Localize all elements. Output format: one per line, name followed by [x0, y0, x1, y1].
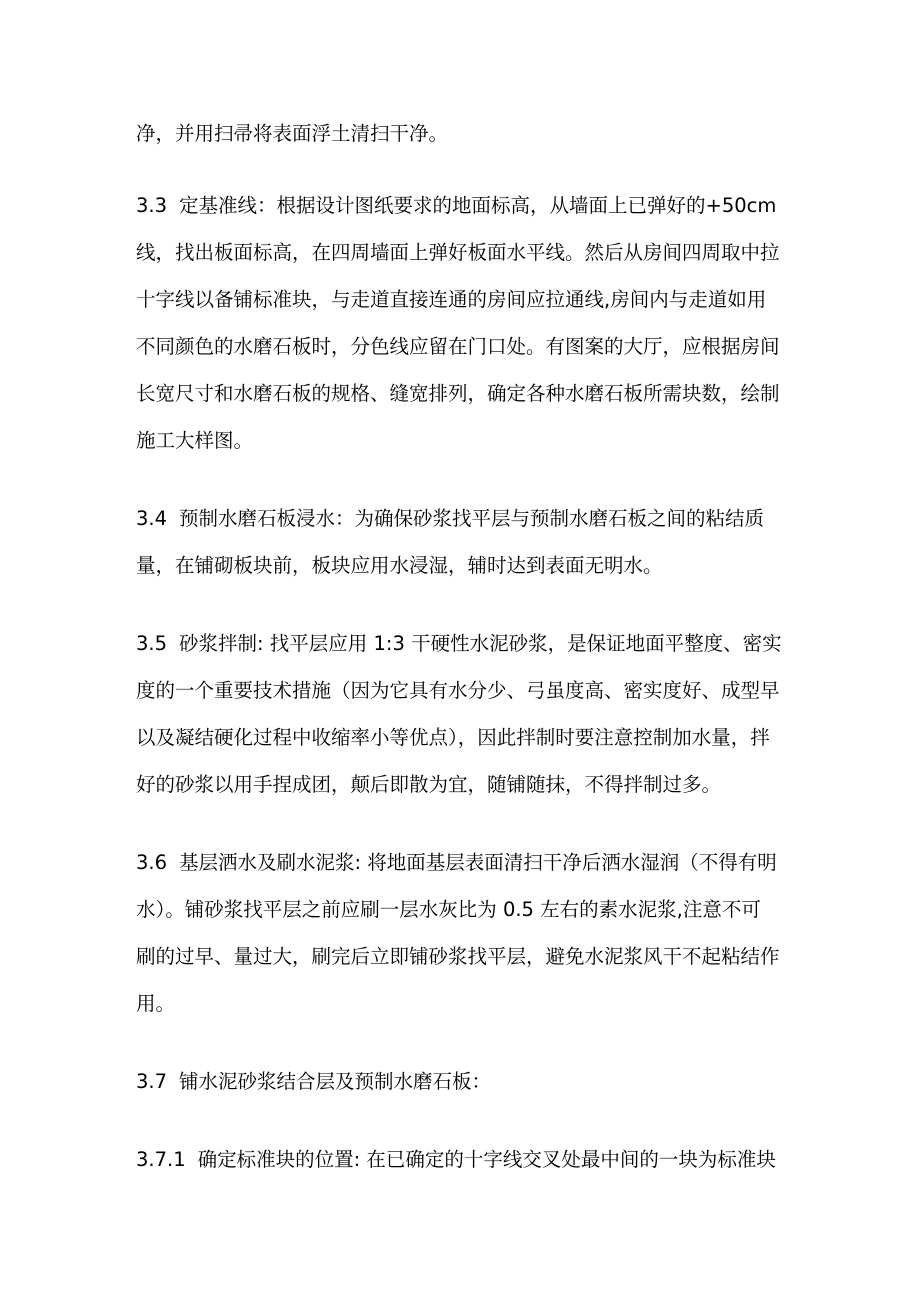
paragraph-line: 净，并用扫帚将表面浮土清扫干净。: [136, 122, 449, 145]
paragraph-line: 度的一个重要技术措施（因为它具有水分少、弓虽度高、密实度好、成型早: [136, 679, 780, 702]
paragraph-line: 量，在铺砌板块前，板块应用水浸湿，辅时达到表面无明水。: [136, 554, 663, 577]
section-number: 3.7: [136, 1070, 168, 1093]
section-number: 3.3: [136, 194, 168, 217]
section-number: 3.5: [136, 632, 168, 655]
paragraph-text: 铺水泥砂浆结合层及预制水磨石板：: [179, 1070, 492, 1093]
paragraph-line: 十字线以备铺标准块，与走道直接连通的房间应拉通线,房间内与走道如用: [136, 288, 767, 311]
paragraph-line: 不同颜色的水磨石板时，分色线应留在门口处。有图案的大厅，应根据房间: [136, 335, 780, 358]
paragraph-text: 预制水磨石板浸水：为确保砂浆找平层与预制水磨石板之间的粘结质: [179, 507, 765, 530]
paragraph-line: 刷的过早、量过大，刷完后立即铺砂浆找平层，避免水泥浆风干不起粘结作: [136, 945, 780, 968]
section-number: 3.4: [136, 507, 168, 530]
section-number: 3.6: [136, 851, 168, 874]
paragraph-line: 水）。铺砂浆找平层之前应刷一层水灰比为 0.5 左右的素水泥浆,注意不可: [136, 898, 761, 921]
paragraph-text: 定基准线：根据设计图纸要求的地面标高，从墙面上已弹好的+50cm: [179, 194, 777, 217]
paragraph-line: 以及凝结硬化过程中收缩率小等优点），因此拌制时要注意控制加水量，拌: [136, 726, 770, 749]
section-3-7-1-first-line: [136, 1146, 796, 1174]
paragraph-line: 长宽尺寸和水磨石板的规格、缝宽排列，确定各种水磨石板所需块数，绘制: [136, 382, 780, 405]
section-number: 3.7.1: [136, 1148, 186, 1171]
section-3-4-first-line: [136, 505, 796, 533]
paragraph-line: 好的砂浆以用手捏成团，颠后即散为宜，随铺随抹，不得拌制过多。: [136, 773, 722, 796]
section-3-6-first-line: [136, 849, 796, 877]
section-3-7-heading: [136, 1068, 796, 1096]
paragraph-text: 基层洒水及刷水泥浆: 将地面基层表面清扫干净后洒水湿润（不得有明: [179, 851, 777, 874]
paragraph-line: 线，找出板面标高，在四周墙面上弹好板面水平线。然后从房间四周取中拉: [136, 241, 780, 264]
paragraph-line: 用。: [136, 992, 176, 1015]
section-3-5-first-line: [136, 630, 796, 658]
paragraph-text: 确定标准块的位置: 在已确定的十字线交叉处最中间的一块为标准块: [197, 1148, 776, 1171]
paragraph-line: 施工大样图。: [136, 429, 254, 452]
paragraph-text: 砂浆拌制: 找平层应用 1:3 干硬性水泥砂浆，是保证地面平整度、密实: [179, 632, 782, 655]
section-3-3-first-line: [136, 192, 796, 220]
